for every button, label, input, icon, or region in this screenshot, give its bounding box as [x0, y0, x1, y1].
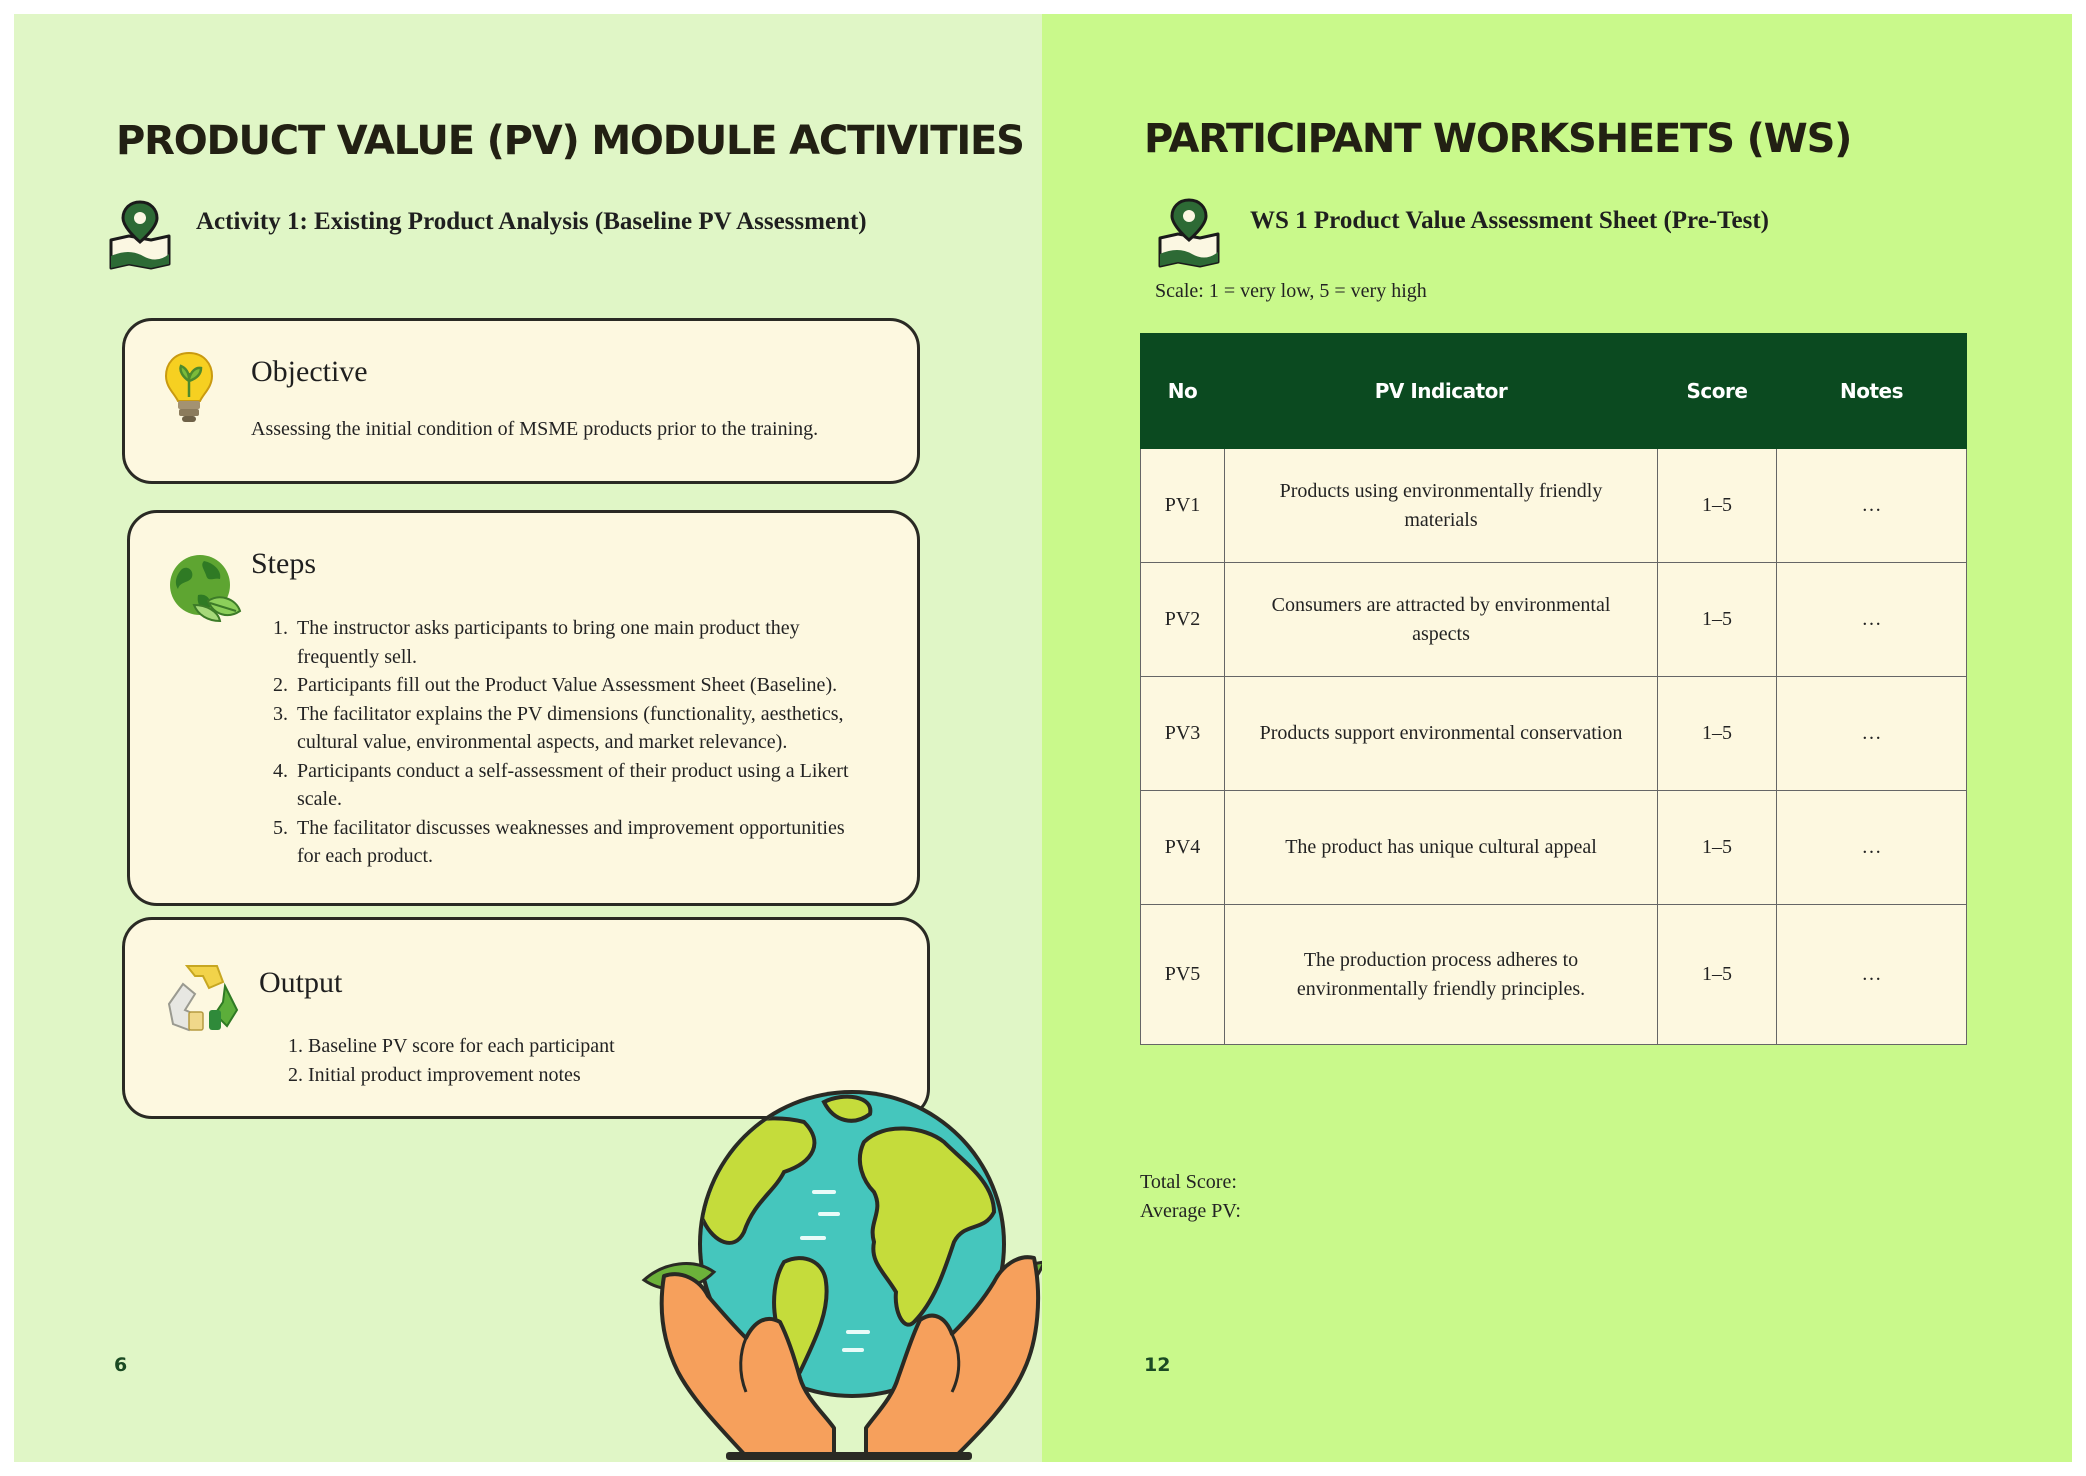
- table-row: [1141, 677, 1967, 791]
- steps-card: [127, 510, 920, 906]
- cell-score: 1–5: [1658, 905, 1777, 1045]
- table-row: [1141, 791, 1967, 905]
- cell-notes[interactable]: …: [1777, 563, 1967, 677]
- cell-no: PV2: [1141, 563, 1225, 677]
- step-item: 4. Participants conduct a self-assessment of their product using a Likert scale.: [273, 759, 849, 810]
- output-list: [288, 1032, 788, 1089]
- cell-score: 1–5: [1658, 449, 1777, 563]
- table-row: [1141, 563, 1967, 677]
- cell-indicator: The production process adheres to environmentally friendly principles.: [1225, 905, 1658, 1045]
- table-row: [1141, 905, 1967, 1045]
- output-item: 1. Baseline PV score for each participant: [288, 1035, 615, 1057]
- objective-title: Objective: [251, 355, 368, 388]
- step-item: 5. The facilitator discusses weaknesses and improvement opportunities for each product.: [273, 816, 845, 867]
- table-row: [1141, 449, 1967, 563]
- step-item: 3. The facilitator explains the PV dimensions (functionality, aesthetics, cultural value, environmental aspects, and market relevance).: [273, 702, 844, 753]
- cell-no: PV4: [1141, 791, 1225, 905]
- average-pv-label: Average PV:: [1140, 1200, 1241, 1222]
- header-score: Score: [1658, 334, 1777, 449]
- eco-globe-icon: [164, 549, 244, 629]
- objective-card: [122, 318, 920, 484]
- assessment-table: [1140, 333, 1967, 1045]
- scale-note: Scale: 1 = very low, 5 = very high: [1155, 280, 1427, 302]
- activity-title: Activity 1: Existing Product Analysis (Baseline PV Assessment): [196, 208, 867, 235]
- steps-title: Steps: [251, 547, 317, 580]
- header-no: No: [1141, 334, 1225, 449]
- cell-score: 1–5: [1658, 563, 1777, 677]
- right-page: [1042, 14, 2072, 1462]
- objective-text: Assessing the initial condition of MSME products prior to the training.: [251, 418, 819, 440]
- totals-block: [1140, 1168, 1241, 1226]
- step-item: 1. The instructor asks participants to bring one main product they frequently sell.: [273, 617, 800, 668]
- left-page: [14, 14, 1042, 1462]
- cell-notes[interactable]: …: [1777, 905, 1967, 1045]
- cell-score: 1–5: [1658, 677, 1777, 791]
- cell-no: PV5: [1141, 905, 1225, 1045]
- worksheets-title: PARTICIPANT WORKSHEETS (WS): [1144, 116, 1852, 162]
- cell-notes[interactable]: …: [1777, 791, 1967, 905]
- worksheet-title: WS 1 Product Value Assessment Sheet (Pre-Test): [1250, 207, 1769, 234]
- map-pin-icon: [1154, 196, 1224, 268]
- header-indicator: PV Indicator: [1225, 334, 1658, 449]
- map-pin-icon: [105, 198, 175, 270]
- header-notes: Notes: [1777, 334, 1967, 449]
- cell-notes[interactable]: …: [1777, 677, 1967, 791]
- cell-no: PV1: [1141, 449, 1225, 563]
- cell-indicator: Consumers are attracted by environmental aspects: [1225, 563, 1658, 677]
- page-number: 6: [114, 1354, 128, 1376]
- cell-notes[interactable]: …: [1777, 449, 1967, 563]
- cell-indicator: Products support environmental conservation: [1225, 677, 1658, 791]
- lightbulb-icon: [161, 349, 217, 429]
- output-title: Output: [259, 966, 343, 999]
- page-number: 12: [1144, 1354, 1171, 1376]
- cell-score: 1–5: [1658, 791, 1777, 905]
- step-item: 2. Participants fill out the Product Value Assessment Sheet (Baseline).: [273, 674, 838, 696]
- output-item: 2. Initial product improvement notes: [288, 1063, 581, 1086]
- cell-indicator: The product has unique cultural appeal: [1225, 791, 1658, 905]
- steps-list: [273, 614, 893, 871]
- globe-in-hands-illustration: [634, 1082, 1054, 1462]
- recycle-icon: [165, 960, 241, 1034]
- total-score-label: Total Score:: [1140, 1171, 1237, 1193]
- table-header-row: [1141, 334, 1967, 449]
- cell-indicator: Products using environmentally friendly materials: [1225, 449, 1658, 563]
- cell-no: PV3: [1141, 677, 1225, 791]
- module-title: PRODUCT VALUE (PV) MODULE ACTIVITIES: [116, 118, 1024, 164]
